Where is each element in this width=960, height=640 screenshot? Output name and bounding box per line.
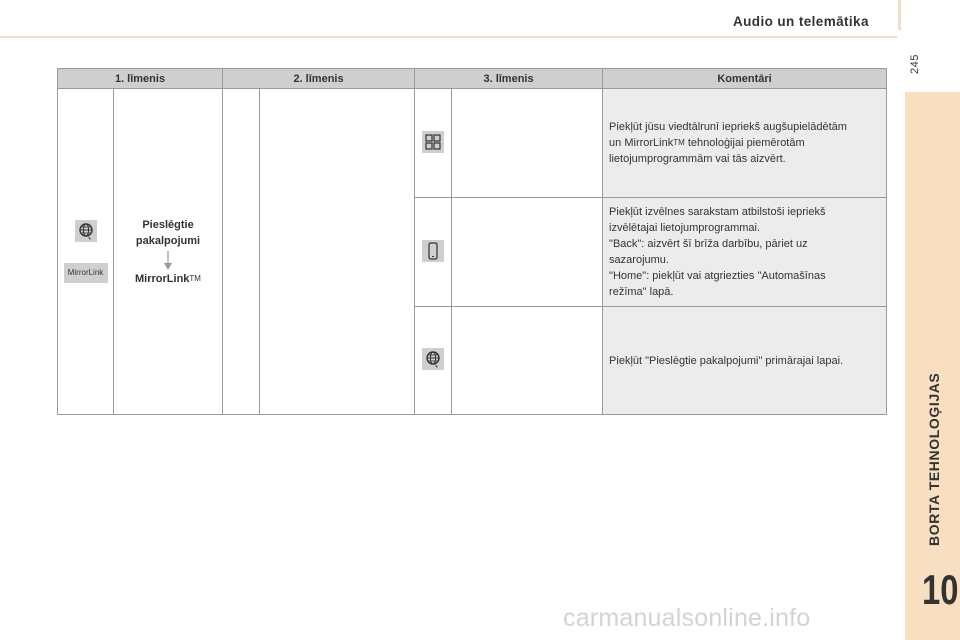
watermark: carmanualsonline.info <box>563 604 811 632</box>
connected-services-globe-icon <box>75 220 97 242</box>
mirrorlink-label: MirrorLink™ <box>135 272 201 285</box>
comment-cell <box>603 198 887 307</box>
apps-grid-icon <box>422 131 444 153</box>
menu-level-table <box>57 68 887 415</box>
column-header-level1: 1. līmenis <box>58 69 223 89</box>
level1-label-line1: Pieslēgtie <box>142 218 194 231</box>
page-number: 245 <box>909 54 921 74</box>
table-row <box>58 89 887 198</box>
comment-cell <box>603 89 887 198</box>
page-header-title: Audio un telemātika <box>733 14 869 29</box>
level3-icon-cell <box>415 89 452 198</box>
comment-line: izvēlētajai lietojumprogrammai. <box>609 222 761 234</box>
smartphone-icon <box>422 240 444 262</box>
comment-line: lietojumprogrammām vai tās aizvērt. <box>609 153 786 165</box>
arrow-down-icon <box>163 251 173 271</box>
header-rule <box>0 36 897 38</box>
mirrorlink-logo: MirrorLink <box>64 263 108 283</box>
level1-label-cell <box>114 89 223 415</box>
comment-line: un MirrorLink™ tehnoloģijai piemērotām <box>609 137 805 149</box>
column-header-level3: 3. līmenis <box>415 69 603 89</box>
comment-line: Piekļūt "Pieslēgtie pakalpojumi" primārajai lapai. <box>609 354 844 367</box>
chapter-side-band <box>905 92 960 640</box>
level3-icon-cell <box>415 198 452 307</box>
header-tick <box>898 0 901 30</box>
comment-line: "Back": aizvērt šī brīža darbību, pāriet uz <box>609 238 808 250</box>
comment-line: sazarojumu. <box>609 254 669 266</box>
column-header-comments: Komentāri <box>603 69 887 89</box>
comment-line: Piekļūt jūsu viedtālrunī iepriekš augšupielādētām <box>609 121 847 133</box>
comment-line: Piekļūt izvēlnes sarakstam atbilstoši iepriekš <box>609 206 826 218</box>
level1-label-line2: pakalpojumi <box>135 234 201 247</box>
level2-label-cell <box>260 89 415 415</box>
level3-label-cell <box>452 198 603 307</box>
level3-label-cell <box>452 89 603 198</box>
level3-label-cell <box>452 307 603 415</box>
level1-icon-cell <box>58 89 114 415</box>
comment-cell <box>603 307 887 415</box>
chapter-number: 10 <box>922 566 959 613</box>
table-header-row <box>58 69 887 89</box>
chapter-side-label: BORTA TEHNOLOĢIJAS <box>926 372 942 546</box>
column-header-level2: 2. līmenis <box>223 69 415 89</box>
level3-icon-cell <box>415 307 452 415</box>
connected-services-globe-icon <box>422 348 444 370</box>
level2-icon-cell <box>223 89 260 415</box>
comment-line: režīma" lapā. <box>609 286 674 298</box>
comment-line: "Home": piekļūt vai atgriezties "Automašīnas <box>609 270 826 282</box>
